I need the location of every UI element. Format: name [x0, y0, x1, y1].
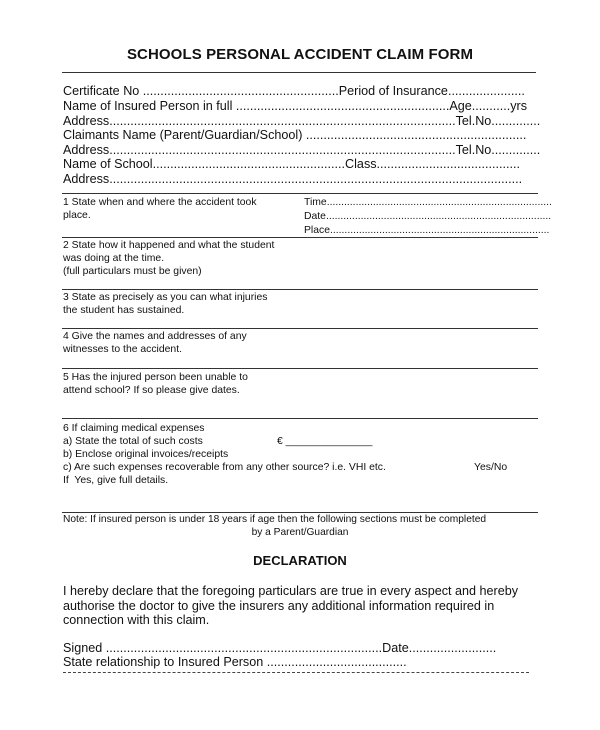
date-field: Date.............................................................................. — [304, 211, 552, 222]
certificate-line: Certificate No ........................................................Period of Insurance...................... — [63, 84, 525, 98]
divider — [62, 328, 538, 329]
relationship-line: State relationship to Insured Person ........................................ — [63, 655, 407, 669]
q6-title: 6 If claiming medical expenses — [63, 423, 205, 434]
form-title: SCHOOLS PERSONAL ACCIDENT CLAIM FORM — [126, 46, 474, 63]
question-4: 4 Give the names and addresses of any witnesses to the accident. — [63, 331, 247, 355]
yes-no-field: Yes/No — [474, 462, 508, 473]
question-1: 1 State when and where the accident took place. — [63, 197, 257, 221]
declaration-line-3: connection with this claim. — [63, 613, 210, 627]
claimants-name-line: Claimants Name (Parent/Guardian/School) ............................................................... — [63, 128, 527, 142]
school-name-line: Name of School.......................................................Class......................................... — [63, 157, 520, 171]
declaration-title: DECLARATION — [253, 553, 347, 568]
signed-line: Signed ...............................................................................Date......................... — [63, 641, 497, 655]
claimant-address-line: Address...................................................................................................Tel.No.............. — [63, 143, 541, 157]
insured-name-line: Name of Insured Person in full .............................................................Age...........yrs — [63, 99, 528, 113]
note-line-2: by a Parent/Guardian — [251, 527, 349, 538]
q6-costs: a) State the total of such costs — [63, 436, 203, 447]
divider — [62, 368, 538, 369]
divider — [62, 237, 538, 238]
address-line: Address...................................................................................................Tel.No.............. — [63, 114, 541, 128]
bottom-dashed-line — [63, 672, 529, 673]
place-field: Place............................................................................ — [304, 225, 550, 236]
divider — [62, 72, 536, 73]
question-3: 3 State as precisely as you can what injuries the student has sustained. — [63, 292, 268, 316]
cost-field: € _______________ — [277, 436, 373, 447]
time-field: Time.............................................................................. — [304, 197, 552, 208]
divider — [62, 289, 538, 290]
declaration-line-2: authorise the doctor to give the insurers any additional information required in — [63, 599, 495, 613]
declaration-line-1: I hereby declare that the foregoing particulars are true in every aspect and hereby — [63, 584, 519, 598]
q6-invoices: b) Enclose original invoices/receipts — [63, 449, 229, 460]
q6-recoverable: c) Are such expenses recoverable from any other source? i.e. VHI etc. — [63, 462, 386, 473]
question-5: 5 Has the injured person been unable to attend school? If so please give dates. — [63, 372, 248, 396]
school-address-line: Address...................................................................................................................... — [63, 172, 523, 186]
question-2: 2 State how it happened and what the student was doing at the time. (full particulars must be given) — [63, 240, 275, 277]
divider — [62, 193, 538, 194]
q6-details: If Yes, give full details. — [63, 475, 169, 486]
divider — [62, 418, 538, 419]
divider — [62, 512, 538, 513]
note-line-1: Note: If insured person is under 18 years if age then the following sections must be completed — [63, 514, 487, 525]
